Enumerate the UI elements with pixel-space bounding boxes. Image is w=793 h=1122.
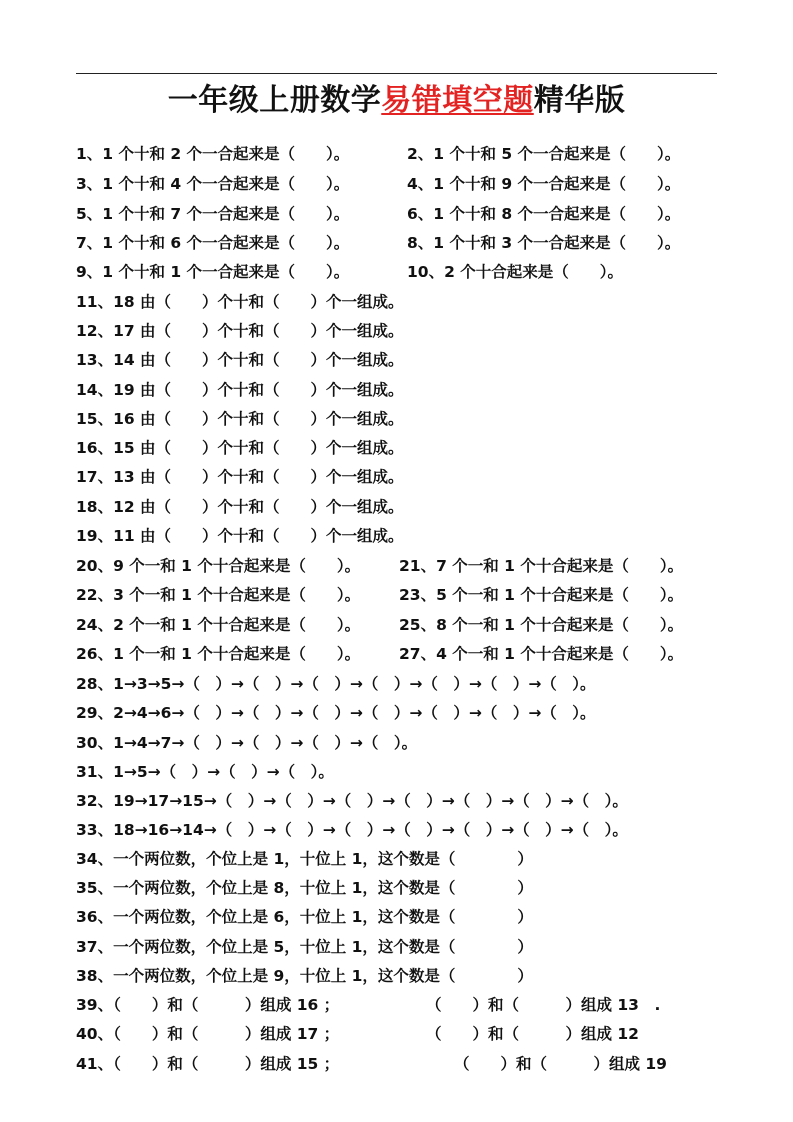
question-row xyxy=(76,904,533,930)
question-text: 19、11 由（ ）个十和（ ）个一组成。 xyxy=(76,527,404,545)
question-row xyxy=(76,259,624,285)
question-text: 20、9 个一和 1 个十合起来是（ ）。 xyxy=(76,557,361,575)
question-text: 15、16 由（ ）个十和（ ）个一组成。 xyxy=(76,410,404,428)
question-text: 38、一个两位数，个位上是 9，十位上 1，这个数是（ ） xyxy=(76,967,533,985)
question-row xyxy=(76,875,533,901)
question-row xyxy=(76,201,681,227)
question-text: 31、1→5→（ ）→（ ）→（ ）。 xyxy=(76,763,334,781)
title-part2: 精华版 xyxy=(533,83,626,118)
question-row xyxy=(76,612,684,638)
question-row xyxy=(76,788,628,814)
question-text: 5、1 个十和 7 个一合起来是（ ）。 xyxy=(76,205,350,223)
question-row xyxy=(76,671,596,697)
question-text-right: 27、4 个一和 1 个十合起来是（ ）。 xyxy=(399,645,684,663)
question-text: 35、一个两位数，个位上是 8，十位上 1，这个数是（ ） xyxy=(76,879,533,897)
question-text: 9、1 个十和 1 个一合起来是（ ）。 xyxy=(76,263,350,281)
question-text: 36、一个两位数，个位上是 6，十位上 1，这个数是（ ） xyxy=(76,908,533,926)
question-text: 34、一个两位数，个位上是 1，十位上 1，这个数是（ ） xyxy=(76,850,533,868)
question-text: 39、（ ）和（ ）组成 16 ； xyxy=(76,996,340,1014)
question-text: 16、15 由（ ）个十和（ ）个一组成。 xyxy=(76,439,404,457)
question-text-right: 6、1 个十和 8 个一合起来是（ ）。 xyxy=(407,205,681,223)
question-text-right: 25、8 个一和 1 个十合起来是（ ）。 xyxy=(399,616,684,634)
question-row xyxy=(76,1051,667,1077)
question-text-right: （ ）和（ ）组成 19 xyxy=(454,1055,667,1073)
question-row xyxy=(76,1021,639,1047)
question-text-right: 10、2 个十合起来是（ ）。 xyxy=(407,263,624,281)
question-text: 1、1 个十和 2 个一合起来是（ ）。 xyxy=(76,145,350,163)
question-row xyxy=(76,494,404,520)
question-row xyxy=(76,141,681,167)
question-row xyxy=(76,230,681,256)
question-text: 40、（ ）和（ ）组成 17 ； xyxy=(76,1025,340,1043)
question-text: 37、一个两位数，个位上是 5，十位上 1，这个数是（ ） xyxy=(76,938,533,956)
question-row xyxy=(76,318,404,344)
question-text: 18、12 由（ ）个十和（ ）个一组成。 xyxy=(76,498,404,516)
question-text-right: 23、5 个一和 1 个十合起来是（ ）。 xyxy=(399,586,684,604)
question-text: 11、18 由（ ）个十和（ ）个一组成。 xyxy=(76,293,404,311)
question-text: 7、1 个十和 6 个一合起来是（ ）。 xyxy=(76,234,350,252)
question-text-right: 8、1 个十和 3 个一合起来是（ ）。 xyxy=(407,234,681,252)
question-text: 12、17 由（ ）个十和（ ）个一组成。 xyxy=(76,322,404,340)
question-row xyxy=(76,406,404,432)
title-part1: 一年级上册数学 xyxy=(167,83,382,118)
title-highlight: 易错填空题 xyxy=(381,83,534,118)
question-text-right: 4、1 个十和 9 个一合起来是（ ）。 xyxy=(407,175,681,193)
question-row xyxy=(76,347,404,373)
question-text: 14、19 由（ ）个十和（ ）个一组成。 xyxy=(76,381,404,399)
question-text: 24、2 个一和 1 个十合起来是（ ）。 xyxy=(76,616,361,634)
question-text: 33、18→16→14→（ ）→（ ）→（ ）→（ ）→（ ）→（ ）→（ ）。 xyxy=(76,821,628,839)
question-text: 22、3 个一和 1 个十合起来是（ ）。 xyxy=(76,586,361,604)
question-text: 29、2→4→6→（ ）→（ ）→（ ）→（ ）→（ ）→（ ）→（ ）。 xyxy=(76,704,596,722)
question-row xyxy=(76,992,661,1018)
question-row xyxy=(76,582,684,608)
question-row xyxy=(76,464,404,490)
question-text: 13、14 由（ ）个十和（ ）个一组成。 xyxy=(76,351,404,369)
question-text: 26、1 个一和 1 个十合起来是（ ）。 xyxy=(76,645,361,663)
question-row xyxy=(76,963,533,989)
question-text: 32、19→17→15→（ ）→（ ）→（ ）→（ ）→（ ）→（ ）→（ ）。 xyxy=(76,792,628,810)
question-row xyxy=(76,523,404,549)
question-row xyxy=(76,377,404,403)
question-text: 41、（ ）和（ ）组成 15 ； xyxy=(76,1055,340,1073)
top-rule xyxy=(76,73,717,74)
question-text: 28、1→3→5→（ ）→（ ）→（ ）→（ ）→（ ）→（ ）→（ ）。 xyxy=(76,675,596,693)
question-row xyxy=(76,289,404,315)
question-row xyxy=(76,700,596,726)
question-row xyxy=(76,641,684,667)
question-row xyxy=(76,817,628,843)
question-text: 17、13 由（ ）个十和（ ）个一组成。 xyxy=(76,468,404,486)
question-row xyxy=(76,553,684,579)
page-title xyxy=(0,78,793,124)
question-text-right: （ ）和（ ）组成 13 . xyxy=(426,996,661,1014)
question-text-right: 2、1 个十和 5 个一合起来是（ ）。 xyxy=(407,145,681,163)
question-row xyxy=(76,435,404,461)
question-text-right: 21、7 个一和 1 个十合起来是（ ）。 xyxy=(399,557,684,575)
question-row xyxy=(76,171,681,197)
question-text: 3、1 个十和 4 个一合起来是（ ）。 xyxy=(76,175,350,193)
question-text-right: （ ）和（ ）组成 12 xyxy=(426,1025,639,1043)
question-row xyxy=(76,934,533,960)
question-row xyxy=(76,846,533,872)
question-row xyxy=(76,730,417,756)
question-text: 30、1→4→7→（ ）→（ ）→（ ）→（ ）。 xyxy=(76,734,418,752)
question-row xyxy=(76,759,334,785)
